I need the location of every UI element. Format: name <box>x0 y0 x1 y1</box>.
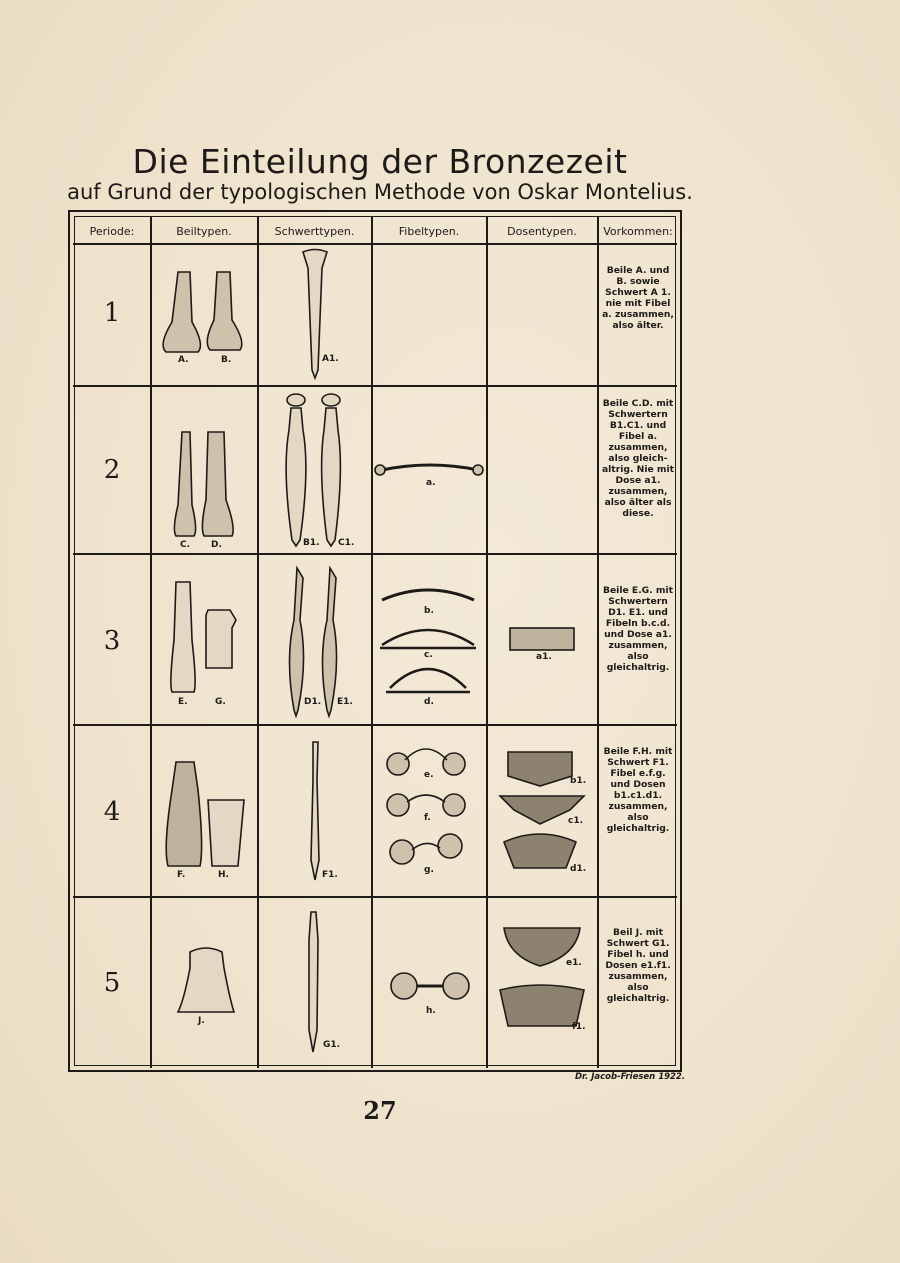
page-subtitle: auf Grund der typologischen Methode von Oskar Montelius. <box>67 180 693 204</box>
axe-d-icon <box>202 432 233 536</box>
header-period: Periode: <box>89 225 135 238</box>
axe-label: G. <box>215 697 226 707</box>
fibula-d-icon <box>386 669 470 692</box>
fibula-e-icon <box>387 753 409 775</box>
fibula-g-icon <box>390 840 414 864</box>
axe-c-icon <box>174 432 195 536</box>
fibula-label: c. <box>424 650 433 660</box>
fibula-a-icon <box>382 465 478 470</box>
box-label: a1. <box>536 652 552 662</box>
axe-a-icon <box>163 272 200 352</box>
axe-j-icon <box>178 948 234 1012</box>
sword-label: C1. <box>338 538 355 548</box>
fibula-f-icon <box>387 794 409 816</box>
fibula-label: h. <box>426 1006 436 1016</box>
sword-label: D1. <box>304 697 322 707</box>
header-fibula-types: Fibeltypen. <box>398 225 460 238</box>
sword-g1-icon <box>309 912 318 1052</box>
header-axe-types: Beiltypen. <box>176 225 232 238</box>
axe-f-icon <box>166 762 201 866</box>
box-label: d1. <box>570 864 587 874</box>
period-number: 2 <box>103 455 121 485</box>
sword-label: F1. <box>322 870 338 880</box>
fibula-label: b. <box>424 606 434 616</box>
sword-label: B1. <box>303 538 320 548</box>
fibula-c-icon <box>380 630 476 648</box>
period-number: 3 <box>103 626 121 656</box>
period-number: 1 <box>103 298 121 328</box>
axe-g-icon <box>206 610 236 668</box>
axe-label: J. <box>198 1016 205 1026</box>
axe-label: C. <box>180 540 191 550</box>
sword-label: E1. <box>337 697 353 707</box>
period-number: 5 <box>103 968 121 998</box>
fibula-h-icon <box>391 973 417 999</box>
axe-b-icon <box>207 272 242 350</box>
box-label: e1. <box>566 958 582 968</box>
fibula-label: a. <box>426 478 436 488</box>
occurrence-text: Beile F.H. mit Schwert F1. Fibel e.f.g. und Dosen b1.c1.d1. zusammen, also gleichaltrig. <box>603 746 673 834</box>
box-b1-icon <box>508 752 572 786</box>
sword-f1-icon <box>311 742 319 880</box>
axe-label: B. <box>221 355 232 365</box>
sword-c1-icon <box>322 394 340 406</box>
fibula-label: e. <box>424 770 434 780</box>
sword-label: A1. <box>322 354 339 364</box>
fibula-label: g. <box>424 865 434 875</box>
occurrence-text: Beile E.G. mit Schwertern D1. E1. und Fibeln b.c.d. und Dose a1. zusammen, also gleichaltrig. <box>602 585 674 673</box>
fibula-label: d. <box>424 697 434 707</box>
axe-label: E. <box>178 697 188 707</box>
axe-label: H. <box>218 870 229 880</box>
page-title: Die Einteilung der Bronzezeit <box>132 142 628 181</box>
occurrence-text: Beile C.D. mit Schwertern B1.C1. und Fibel a. zusammen, also gleich-altrig. Nie mit Dose a1. zusammen, also älter als diese. <box>601 398 675 519</box>
box-label: b1. <box>570 776 587 786</box>
axe-label: A. <box>178 355 189 365</box>
sword-b1-icon <box>287 394 305 406</box>
box-d1-icon <box>504 834 576 868</box>
sword-d1-icon <box>290 568 304 716</box>
sword-label: G1. <box>323 1040 341 1050</box>
fibula-label: f. <box>424 813 431 823</box>
period-number: 4 <box>103 797 121 827</box>
box-a1-icon <box>510 628 574 650</box>
header-occurrence: Vorkommen: <box>603 225 673 238</box>
axe-label: F. <box>177 870 186 880</box>
axe-e-icon <box>171 582 195 692</box>
occurrence-text: Beile A. und B. sowie Schwert A 1. nie mit Fibel a. zusammen, also älter. <box>602 265 674 331</box>
author-signature: Dr. Jacob-Friesen 1922. <box>575 1072 686 1082</box>
occurrence-text: Beil J. mit Schwert G1. Fibel h. und Dosen e1.f1. zusammen, also gleichaltrig. <box>605 927 671 1004</box>
fibula-b-icon <box>382 590 474 600</box>
axe-h-icon <box>208 800 244 866</box>
axe-label: D. <box>211 540 222 550</box>
page-number: 27 <box>363 1096 397 1125</box>
header-sword-types: Schwerttypen. <box>274 225 355 238</box>
box-f1-icon <box>500 985 584 1026</box>
sword-e1-icon <box>323 568 337 716</box>
box-label: c1. <box>568 816 584 826</box>
box-label: f1. <box>572 1022 586 1032</box>
header-box-types: Dosentypen. <box>507 225 577 238</box>
